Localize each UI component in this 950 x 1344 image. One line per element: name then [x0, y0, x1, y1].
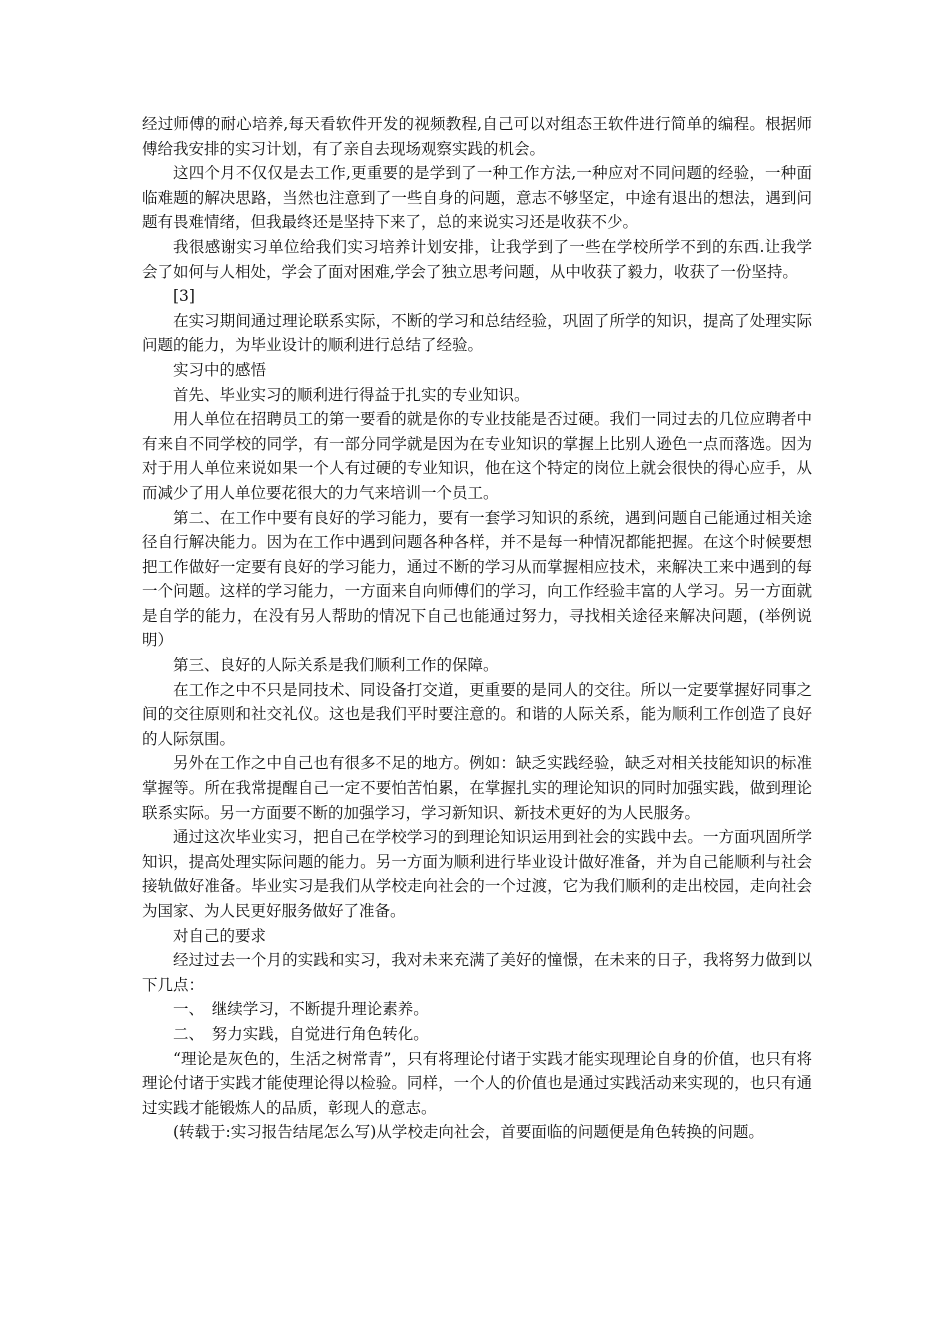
document-body [142, 112, 812, 1145]
list-item: 二、 努力实践，自觉进行角色转化。 [173, 1024, 429, 1043]
reference-marker: [3] [173, 287, 195, 306]
paragraph: 经过过去一个月的实践和实习，我对未来充满了美好的憧憬，在未来的日子，我将努力做到以下几点： [142, 951, 812, 994]
paragraph: “理论是灰色的，生活之树常青”，只有将理论付诸于实践才能实现理论自身的价值，也只有将理论付诸于实践才能使理论得以检验。同样，一个人的价值也是通过实践活动来实现的，也只有通过实践才能锻炼人的品质，彰现人的意志。 [142, 1049, 812, 1117]
paragraph: (转载于:实习报告结尾怎么写)从学校走向社会，首要面临的问题便是角色转换的问题。 [173, 1123, 764, 1142]
paragraph: 首先、毕业实习的顺利进行得益于扎实的专业知识。 [173, 385, 530, 404]
paragraph: 用人单位在招聘员工的第一要看的就是你的专业技能是否过硬。我们一同过去的几位应聘者中有来自不同学校的同学，有一部分同学就是因为在专业知识的掌握上比别人逊色一点而落选。因为对于用人单位来说如果一个人有过硬的专业知识，他在这个特定的岗位上就会很快的得心应手，从而减少了用人单位要花很大的力气来培训一个员工。 [142, 410, 812, 502]
paragraph: 经过师傅的耐心培养,每天看软件开发的视频教程,自己可以对组态王软件进行简单的编程。根据师傅给我安排的实习计划，有了亲自去现场观察实践的机会。 [142, 115, 812, 158]
paragraph: 第二、在工作中要有良好的学习能力，要有一套学习知识的系统，遇到问题自己能通过相关途径自行解决能力。因为在工作中遇到问题各种各样，并不是每一种情况都能把握。在这个时候要想把工作做好一定要有良好的学习能力，通过不断的学习从而掌握相应技术，来解决工来中遇到的每一个问题。这样的学习能力，一方面来自向师傅们的学习，向工作经验丰富的人学习。另一方面就是自学的能力，在没有另人帮助的情况下自己也能通过努力，寻找相关途径来解决问题，(举例说明） [142, 508, 812, 650]
paragraph: 在工作之中不只是同技术、同设备打交道，更重要的是同人的交往。所以一定要掌握好同事之间的交往原则和社交礼仪。这也是我们平时要注意的。和谐的人际关系，能为顺利工作创造了良好的人际氛围。 [142, 680, 812, 748]
paragraph: 另外在工作之中自己也有很多不足的地方。例如：缺乏实践经验，缺乏对相关技能知识的标准掌握等。所在我常提醒自己一定不要怕苦怕累，在掌握扎实的理论知识的同时加强实践，做到理论联系实际。另一方面要不断的加强学习，学习新知识、新技术更好的为人民服务。 [142, 754, 812, 822]
paragraph: 通过这次毕业实习，把自己在学校学习的到理论知识运用到社会的实践中去。一方面巩固所学知识，提高处理实际问题的能力。另一方面为顺利进行毕业设计做好准备，并为自己能顺利与社会接轨做好准备。毕业实习是我们从学校走向社会的一个过渡，它为我们顺利的走出校园，走向社会为国家、为人民更好服务做好了准备。 [142, 828, 812, 920]
paragraph: 在实习期间通过理论联系实际，不断的学习和总结经验，巩固了所学的知识，提高了处理实际问题的能力，为毕业设计的顺利进行总结了经验。 [142, 311, 812, 355]
paragraph: 这四个月不仅仅是去工作,更重要的是学到了一种工作方法,一种应对不同问题的经验，一种面临难题的解决思路，当然也注意到了一些自身的问题，意志不够坚定，中途有退出的想法，遇到问题有畏难情绪，但我最终还是坚持下来了，总的来说实习还是收获不少。 [142, 164, 812, 232]
section-heading: 实习中的感悟 [173, 360, 267, 379]
paragraph: 我很感谢实习单位给我们实习培养计划安排，让我学到了一些在学校所学不到的东西.让我学会了如何与人相处，学会了面对困难,学会了独立思考问题，从中收获了毅力，收获了一份坚持。 [142, 237, 812, 281]
section-heading: 对自己的要求 [173, 926, 267, 945]
list-item: 一、 继续学习，不断提升理论素养。 [173, 1000, 429, 1019]
paragraph: 第三、良好的人际关系是我们顺利工作的保障。 [173, 656, 499, 675]
